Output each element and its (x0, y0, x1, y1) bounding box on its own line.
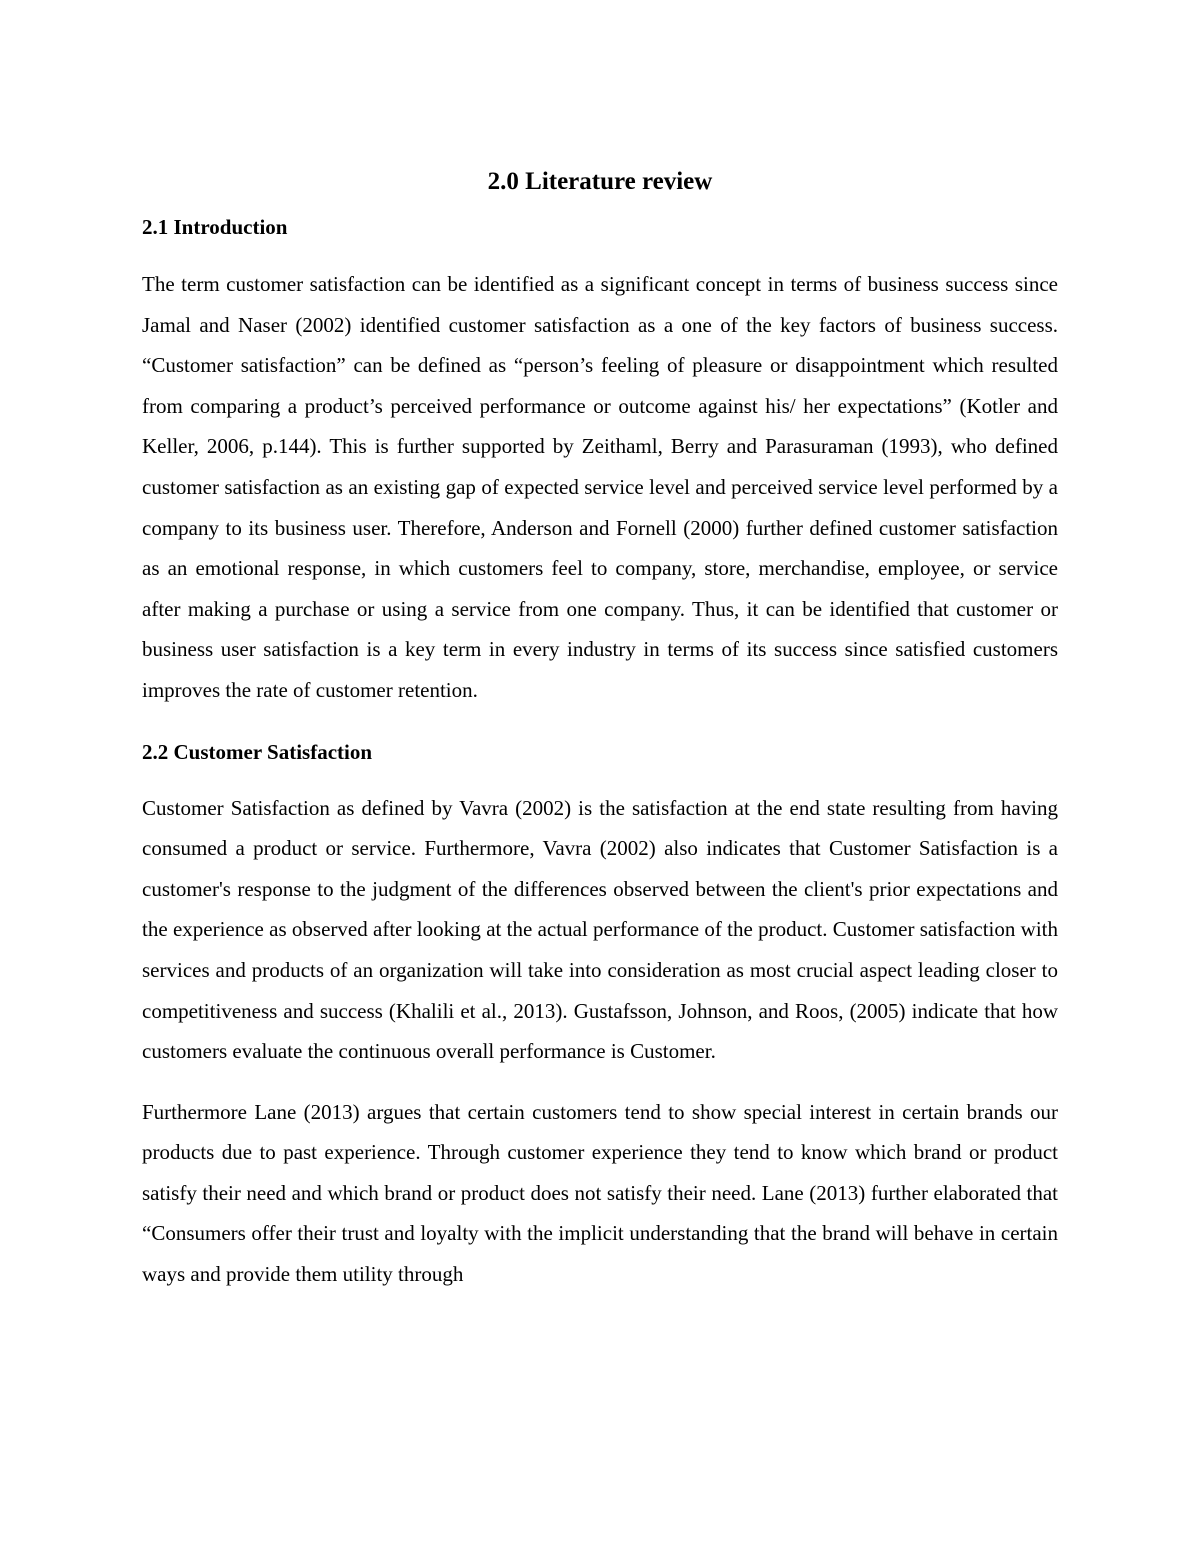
section-heading-customer-satisfaction: 2.2 Customer Satisfaction (142, 739, 373, 764)
section-heading-introduction: 2.1 Introduction (142, 215, 288, 239)
paragraph-customer-satisfaction-2: Furthermore Lane (2013) argues that certain customers tend to show special interest in certain brands our products due to past experience. Through customer experience they tend to know which brand or product satisfy their need and which brand or product does not satisfy their need. Lane (2013) further elaborated that “Consumers offer their trust and loyalty with the implicit understanding that the brand will behave in certain ways and provide them utility through (142, 1099, 1058, 1287)
paragraph-customer-satisfaction-1: Customer Satisfaction as defined by Vavra (2002) is the satisfaction at the end state resulting from having consumed a product or service. Furthermore, Vavra (2002) also indicates that Customer Satisfaction is a customer's response to the judgment of the differences observed between the client's prior expectations and the experience as observed after looking at the actual performance of the product. Customer satisfaction with services and products of an organization will take into consideration as most crucial aspect leading closer to competitiveness and success (Khalili et al., 2013). Gustafsson, Johnson, and Roos, (2005) indicate that how customers evaluate the continuous overall performance is Customer. (142, 795, 1058, 1064)
document-title: 2.0 Literature review (487, 168, 713, 195)
paragraph-introduction: The term customer satisfaction can be identified as a significant concept in terms of business success since Jamal and Naser (2002) identified customer satisfaction as a one of the key factors of business success. “Customer satisfaction” can be defined as “person’s feeling of pleasure or disappointment which resulted from comparing a product’s perceived performance or outcome against his/ her expectations” (Kotler and Keller, 2006, p.144). This is further supported by Zeithaml, Berry and Parasuraman (1993), who defined customer satisfaction as an existing gap of expected service level and perceived service level performed by a company to its business user. Therefore, Anderson and Fornell (2000) further defined customer satisfaction as an emotional response, in which customers feel to company, store, merchandise, employee, or service after making a purchase or using a service from one company. Thus, it can be identified that customer or business user satisfaction is a key term in every industry in terms of its success since satisfied customers improves the rate of customer retention. (142, 272, 1058, 702)
document-page (142, 160, 1058, 1295)
